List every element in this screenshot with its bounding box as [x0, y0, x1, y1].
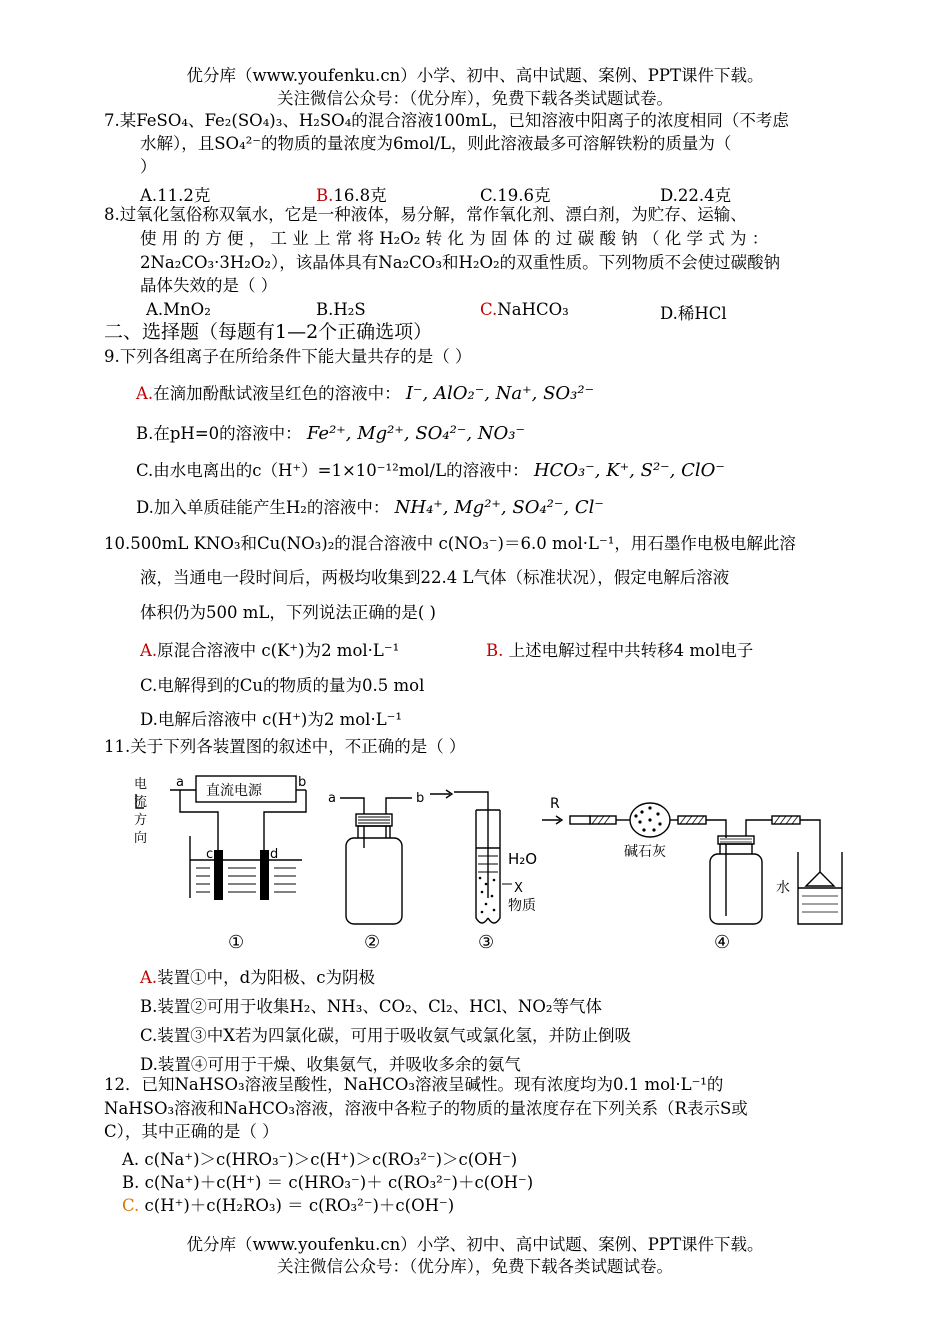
q10-option-b [486, 637, 753, 661]
q10-option-c: C.电解得到的Cu的物质的量为0.5 mol [140, 676, 425, 695]
q10-stem-line-2: 液，当通电一段时间后，两极均收集到22.4 L气体（标准状况），假定电解后溶液 [140, 568, 730, 587]
q8-option-c-text: NaHCO₃ [497, 300, 569, 319]
q9-option-b [136, 423, 525, 445]
q8-option-a: A.MnO₂ [146, 300, 211, 319]
label-x-substance: 物质 [508, 898, 536, 914]
q12-option-c [122, 1192, 454, 1216]
q12-option-c-letter: C. [122, 1196, 140, 1215]
q7-stem-line-1: 7.某FeSO₄、Fe₂(SO₄)₃、H₂SO₄的混合溶液100mL，已知溶液中阳离子的浓度相同（不考虑 [104, 111, 789, 130]
label-current-4: 向 [134, 831, 148, 846]
label-a-1: a [176, 775, 184, 790]
electrode-d [260, 850, 269, 900]
label-c: c [206, 847, 214, 862]
q7-option-c: C.19.6克 [480, 186, 551, 205]
q11-option-c: C.装置③中X若为四氯化碳，可用于吸收氨气或氯化氢，并防止倒吸 [140, 1026, 632, 1045]
wire-left [180, 790, 218, 850]
q10-option-d: D.电解后溶液中 c(H⁺)为2 mol·L⁻¹ [140, 710, 402, 729]
q9-option-a [136, 383, 594, 405]
label-current-1: 电 [134, 777, 148, 792]
label-a-2: a [328, 791, 336, 806]
q11-option-d: D.装置④可用于干燥、收集氨气，并吸收多余的氨气 [140, 1055, 521, 1074]
q9-option-c [136, 460, 725, 482]
q12-option-c-text: c(H⁺)＋c(H₂RO₃) ＝ c(RO₃²⁻)＋c(OH⁻) [139, 1196, 455, 1215]
q12-stem-line-2: NaHSO₃溶液和NaHCO₃溶液，溶液中各粒子的物质的量浓度存在下列关系（R表示S或 [104, 1099, 748, 1118]
q10-option-a-letter: A. [140, 641, 158, 660]
label-x: X [514, 881, 523, 896]
label-water: 水 [776, 880, 790, 896]
q8-option-d: D.稀HCl [660, 304, 727, 323]
q9-option-d-text: D.加入单质硅能产生H₂的溶液中： [136, 498, 390, 517]
footer-line-1: 优分库（www.youfenku.cn）小学、初中、高中试题、案例、PPT课件下载。 [186, 1235, 764, 1254]
q10-stem-line-1: 10.500mL KNO₃和Cu(NO₃)₂的混合溶液中 c(NO₃⁻)＝6.0 mol·L⁻¹，用石墨作电极电解此溶 [104, 534, 796, 553]
label-r: R [550, 796, 560, 812]
q7-option-b-text: 16.8克 [333, 186, 387, 205]
q10-option-a [140, 637, 399, 661]
q8-option-c-letter: C. [480, 300, 498, 319]
q8-option-b: B.H₂S [316, 300, 366, 319]
q10-stem-line-3: 体积仍为500 mL，下列说法正确的是( ) [140, 603, 436, 622]
q11-option-a [140, 964, 375, 988]
label-soda-lime: 碱石灰 [624, 844, 666, 860]
q9-option-b-ions: Fe²⁺, Mg²⁺, SO₄²⁻, NO₃⁻ [306, 423, 526, 444]
q12-option-b: B. c(Na⁺)＋c(H⁺) ＝ c(HRO₃⁻)＋ c(RO₃²⁻)＋c(OH⁻) [122, 1173, 534, 1192]
q8-stem-line-2: 使 用 的 方 便 ， 工 业 上 常 将 H₂O₂ 转 化 为 固 体 的 过 碳 酸 钠 （ 化 学 式 为 ： [140, 229, 769, 248]
q12-stem-line-3: C），其中正确的是（ ） [104, 1122, 279, 1141]
q11-stem: 11.关于下列各装置图的叙述中，不正确的是（ ） [104, 737, 466, 756]
q10-option-b-letter: B. [486, 641, 504, 660]
q8-stem-line-3: 2Na₂CO₃·3H₂O₂），该晶体具有Na₂CO₃和H₂O₂的双重性质。下列物质不会使过碳酸钠 [140, 253, 781, 272]
label-h2o: H₂O [508, 850, 538, 868]
label-d: d [270, 847, 279, 862]
q8-stem-line-1: 8.过氧化氢俗称双氧水，它是一种液体，易分解，常作氧化剂、漂白剂，为贮存、运输、 [104, 205, 747, 224]
label-num-3: ③ [478, 932, 495, 953]
apparatus-figure [130, 768, 850, 960]
q9-option-a-ions: I⁻, AlO₂⁻, Na⁺, SO₃²⁻ [405, 383, 595, 404]
section-2-title: 二、选择题（每题有1—2个正确选项） [104, 321, 433, 343]
q7-stem-line-2: 水解），且SO₄²⁻的物质的量浓度为6mol/L，则此溶液最多可溶解铁粉的质量为（ [140, 134, 732, 153]
q9-option-c-ions: HCO₃⁻, K⁺, S²⁻, ClO⁻ [533, 460, 725, 481]
q7-option-b-letter: B. [316, 186, 334, 205]
q9-option-d [136, 497, 604, 519]
header-line-1: 优分库（www.youfenku.cn）小学、初中、高中试题、案例、PPT课件下载。 [186, 66, 764, 85]
q9-stem: 9.下列各组离子在所给条件下能大量共存的是（ ） [104, 347, 472, 366]
q9-option-c-text: C.由水电离出的c（H⁺）=1×10⁻¹²mol/L的溶液中： [136, 461, 529, 480]
label-num-4: ④ [714, 932, 731, 953]
label-current-2: 流 [134, 795, 148, 810]
q9-option-a-letter: A. [136, 384, 154, 403]
label-b-2: b [416, 791, 425, 806]
q11-option-b: B.装置②可用于收集H₂、NH₃、CO₂、Cl₂、HCl、NO₂等气体 [140, 997, 602, 1016]
label-num-2: ② [364, 932, 381, 953]
q8-option-c [480, 300, 569, 319]
q7-option-b [316, 182, 387, 206]
wire-right [264, 790, 306, 850]
label-b-1: b [298, 775, 307, 790]
q10-option-a-text: 原混合溶液中 c(K⁺)为2 mol·L⁻¹ [157, 641, 400, 660]
label-current-3: 方 [134, 813, 148, 828]
footer-line-2: 关注微信公众号：（优分库），免费下载各类试题试卷。 [277, 1257, 673, 1276]
q12-option-a: A. c(Na⁺)＞c(HRO₃⁻)＞c(H⁺)＞c(RO₃²⁻)＞c(OH⁻) [122, 1150, 518, 1169]
header-line-2: 关注微信公众号：（优分库），免费下载各类试题试卷。 [277, 89, 673, 108]
q9-option-a-text: 在滴加酚酞试液呈红色的溶液中： [153, 384, 401, 403]
q11-option-a-text: 装置①中，d为阳极、c为阴极 [157, 968, 375, 987]
q9-option-b-text: B.在pH=0的溶液中： [136, 424, 302, 443]
q11-option-a-letter: A. [140, 968, 158, 987]
q7-option-d: D.22.4克 [660, 186, 732, 205]
q8-stem-line-4: 晶体失效的是（ ） [140, 276, 278, 295]
q7-stem-line-3: ） [140, 157, 157, 176]
electrode-c [214, 850, 223, 900]
label-num-1: ① [228, 932, 245, 953]
q12-stem-line-1: 12．已知NaHSO₃溶液呈酸性，NaHCO₃溶液呈碱性。现有浓度均为0.1 mol·L⁻¹的 [104, 1075, 724, 1094]
q10-option-b-text: 上述电解过程中共转移4 mol电子 [508, 641, 754, 660]
q9-option-d-ions: NH₄⁺, Mg²⁺, SO₄²⁻, Cl⁻ [394, 497, 604, 518]
label-dc-power: 直流电源 [206, 783, 262, 799]
q7-option-a: A.11.2克 [140, 186, 211, 205]
